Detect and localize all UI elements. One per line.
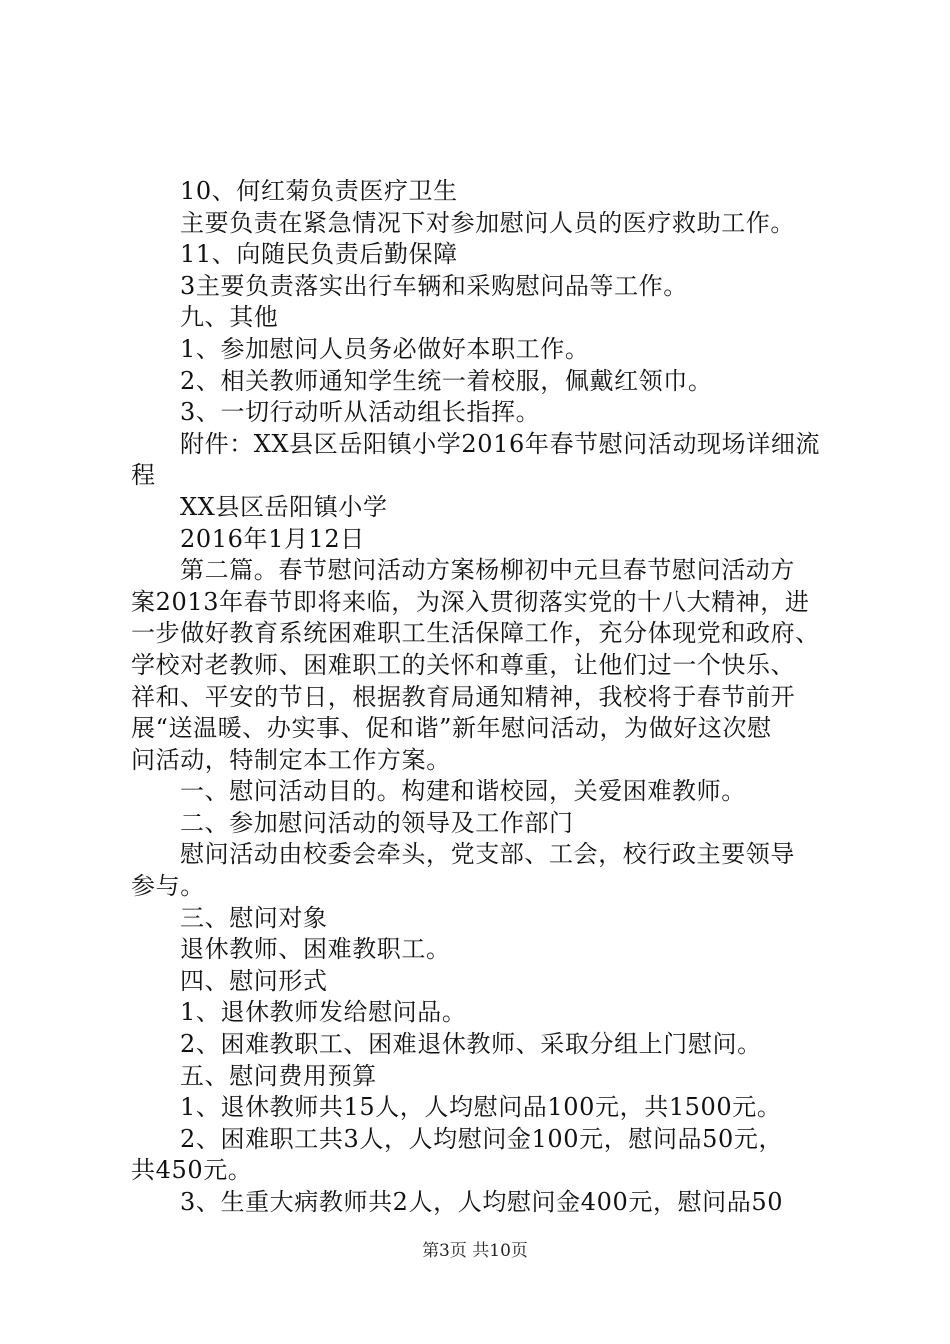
paragraph-line: 慰问活动由校委会牵头，党支部、工会，校行政主要领导 — [180, 840, 795, 869]
school-name: XX县区岳阳镇小学 — [180, 492, 388, 521]
list-item: 1、退休教师发给慰问品。 — [180, 998, 467, 1027]
paragraph-line: 一步做好教育系统困难职工生活保障工作，充分体现党和政府、 — [131, 619, 820, 648]
text-line: 3、一切行动听从活动组长指挥。 — [180, 398, 541, 427]
text-line: 10、何红菊负责医疗卫生 — [180, 177, 458, 205]
list-item: 2、困难教职工、困难退休教师、采取分组上门慰问。 — [180, 1030, 762, 1059]
paragraph-line: 案2013年春节即将来临，为深入贯彻落实党的十八大精神，进 — [131, 587, 810, 616]
text-line: 2、相关教师通知学生统一着校服，佩戴红领巾。 — [180, 366, 713, 395]
list-item-continued: 共450元。 — [131, 1156, 253, 1185]
list-item: 2、困难职工共3人，人均慰问金100元，慰问品50元， — [180, 1124, 784, 1153]
paragraph-line: 祥和、平安的节日，根据教育局通知精神，我校将于春节前开 — [131, 682, 796, 711]
text-line: 11、向随民负责后勤保障 — [180, 240, 458, 269]
page-number-footer: 第3页 共10页 — [422, 1241, 528, 1261]
attachment-line-continued: 程 — [131, 461, 156, 490]
section-heading: 一、慰问活动目的。构建和谐校园，关爱困难教师。 — [180, 777, 746, 806]
section-heading: 二、参加慰问活动的领导及工作部门 — [180, 808, 574, 837]
section-heading: 三、慰问对象 — [180, 903, 328, 932]
paragraph-line: 学校对老教师、困难职工的关怀和尊重，让他们过一个快乐、 — [131, 650, 796, 679]
section-heading: 五、慰问费用预算 — [180, 1061, 377, 1090]
text-line: 3主要负责落实出行车辆和采购慰问品等工作。 — [180, 271, 688, 300]
section-heading: 四、慰问形式 — [180, 966, 328, 995]
text-line: 主要负责在紧急情况下对参加慰问人员的医疗救助工作。 — [180, 208, 795, 237]
paragraph-line: 展“送温暖、办实事、促和谐”新年慰问活动，为做好这次慰 — [131, 714, 772, 743]
document-date: 2016年1月12日 — [180, 524, 365, 553]
paragraph-line: 第二篇。春节慰问活动方案杨柳初中元旦春节慰问活动方 — [180, 556, 795, 585]
text-line: 1、参加慰问人员务必做好本职工作。 — [180, 334, 590, 363]
list-item: 1、退休教师共15人，人均慰问品100元，共1500元。 — [180, 1093, 782, 1122]
list-item: 3、生重大病教师共2人，人均慰问金400元，慰问品50 — [180, 1188, 784, 1216]
document-body — [131, 176, 831, 1219]
paragraph-line: 问活动，特制定本工作方案。 — [131, 745, 451, 774]
attachment-line: 附件：XX县区岳阳镇小学2016年春节慰问活动现场详细流 — [180, 429, 821, 458]
paragraph-line: 参与。 — [131, 872, 205, 901]
paragraph-line: 退休教师、困难教职工。 — [180, 935, 451, 964]
section-heading: 九、其他 — [180, 303, 279, 332]
